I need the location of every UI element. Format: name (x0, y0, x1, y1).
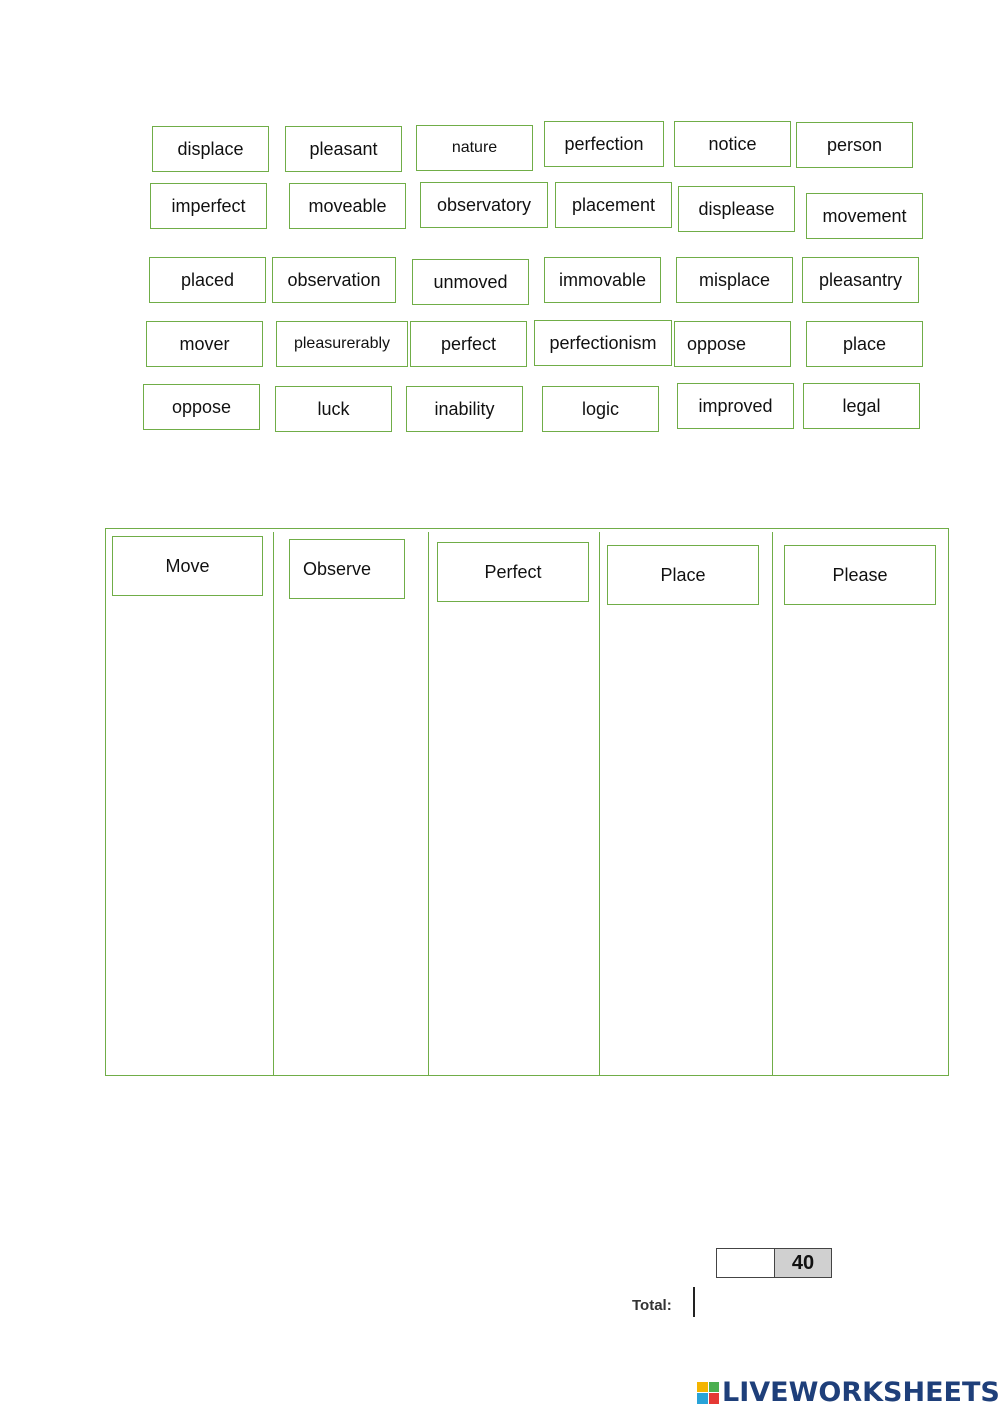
word-card[interactable]: placed (149, 257, 266, 303)
word-card[interactable]: oppose (143, 384, 260, 430)
category-header-place: Place (607, 545, 759, 605)
column-divider (428, 532, 429, 1075)
score-max-box: 40 (774, 1248, 832, 1278)
drop-zone-place[interactable] (604, 600, 769, 1070)
column-divider (599, 532, 600, 1075)
drop-zone-observe[interactable] (278, 600, 425, 1070)
score-input-box (716, 1248, 774, 1278)
word-card[interactable]: legal (803, 383, 920, 429)
word-card[interactable]: observatory (420, 182, 548, 228)
word-card[interactable]: placement (555, 182, 672, 228)
word-card[interactable]: oppose (674, 321, 791, 367)
word-card[interactable]: observation (272, 257, 396, 303)
category-header-observe: Observe (289, 539, 405, 599)
word-card[interactable]: inability (406, 386, 523, 432)
column-divider (273, 532, 274, 1075)
word-card[interactable]: improved (677, 383, 794, 429)
word-card[interactable]: nature (416, 125, 533, 171)
word-card[interactable]: luck (275, 386, 392, 432)
total-cursor-bar (693, 1287, 695, 1317)
word-card[interactable]: notice (674, 121, 791, 167)
word-card[interactable]: movement (806, 193, 923, 239)
drop-zone-perfect[interactable] (433, 600, 596, 1070)
word-card[interactable]: pleasant (285, 126, 402, 172)
word-card[interactable]: logic (542, 386, 659, 432)
category-header-please: Please (784, 545, 936, 605)
category-header-perfect: Perfect (437, 542, 589, 602)
word-card[interactable]: perfection (544, 121, 664, 167)
category-header-move: Move (112, 536, 263, 596)
drop-zone-please[interactable] (777, 600, 945, 1070)
brand-logo (697, 1377, 1000, 1408)
word-card[interactable]: mover (146, 321, 263, 367)
brand-name: LIVEWORKSHEETS (722, 1377, 1000, 1408)
word-card[interactable]: perfectionism (534, 320, 672, 366)
word-card[interactable]: moveable (289, 183, 406, 229)
word-card[interactable]: misplace (676, 257, 793, 303)
column-divider (772, 532, 773, 1075)
word-card[interactable]: displease (678, 186, 795, 232)
word-card[interactable]: pleasantry (802, 257, 919, 303)
word-card[interactable]: unmoved (412, 259, 529, 305)
word-card[interactable]: place (806, 321, 923, 367)
word-card[interactable]: displace (152, 126, 269, 172)
word-card[interactable]: immovable (544, 257, 661, 303)
word-card[interactable]: perfect (410, 321, 527, 367)
word-card[interactable]: imperfect (150, 183, 267, 229)
total-label: Total: (632, 1297, 672, 1314)
word-card[interactable]: pleasurerably (276, 321, 408, 367)
word-card[interactable]: person (796, 122, 913, 168)
liveworksheets-logo-icon (697, 1382, 719, 1404)
drop-zone-move[interactable] (110, 600, 270, 1070)
